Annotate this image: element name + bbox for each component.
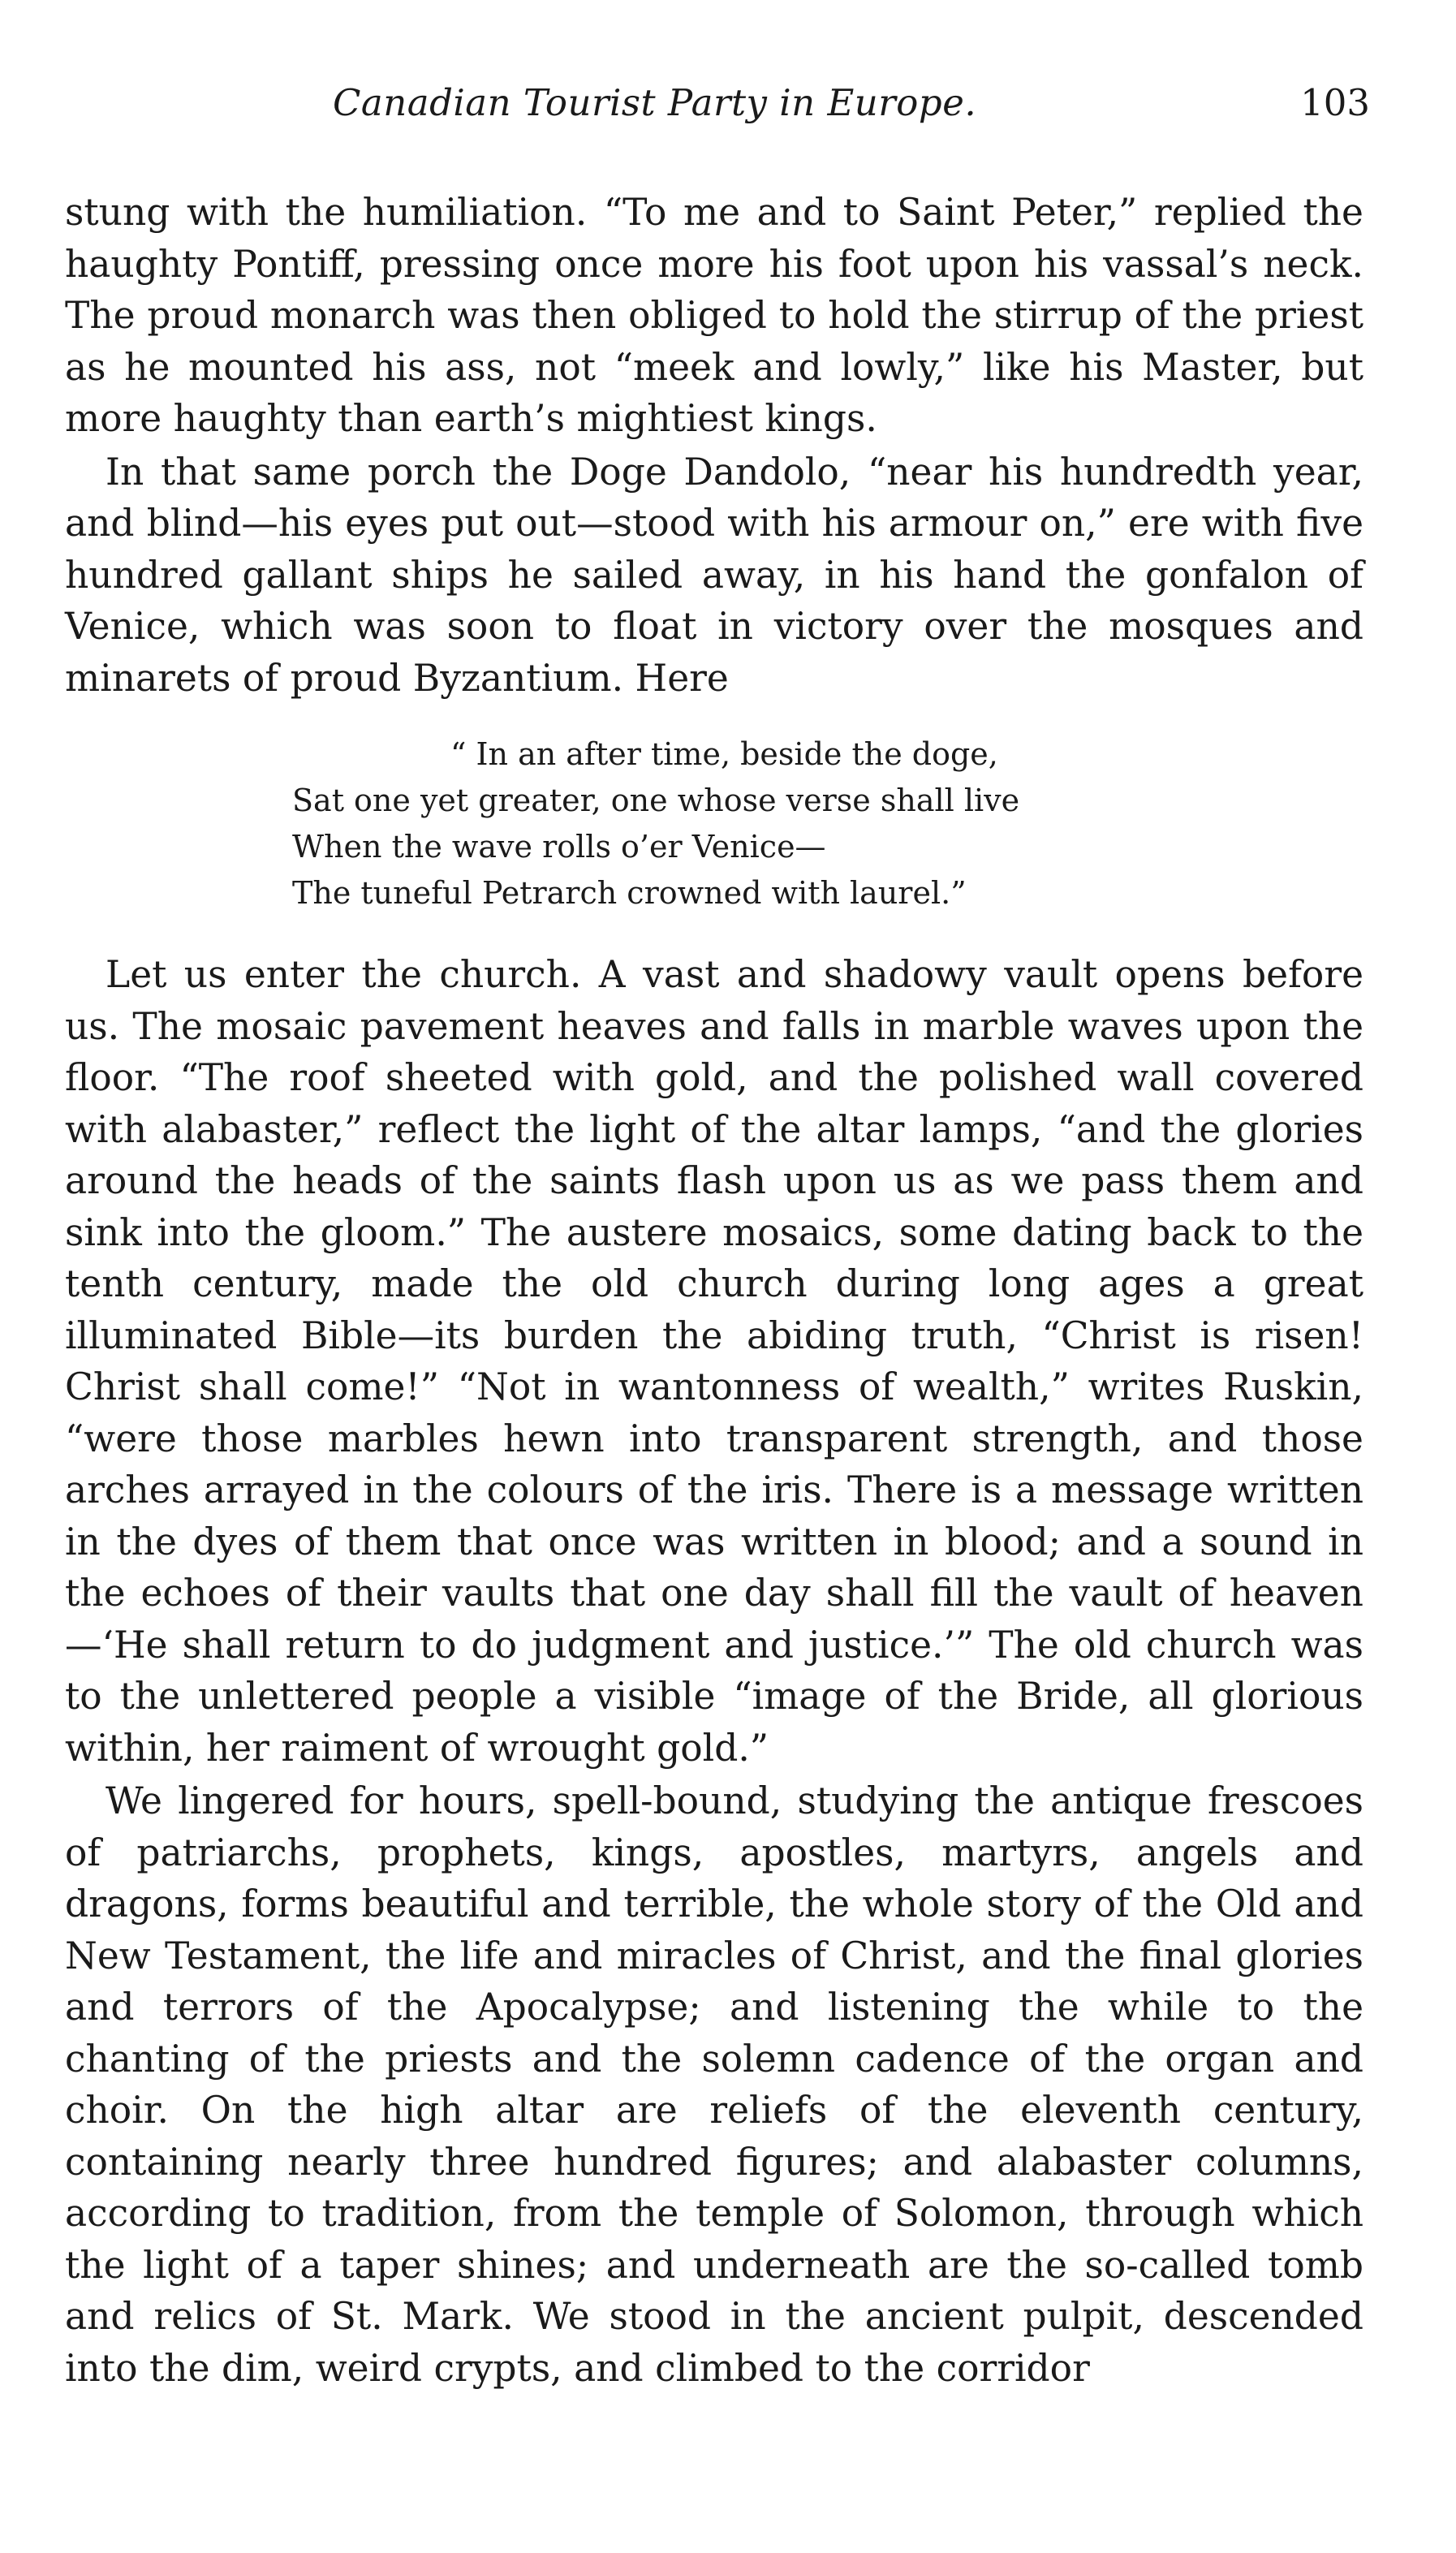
running-title: Canadian Tourist Party in Europe. xyxy=(333,81,977,124)
verse-line: When the wave rolls o’er Venice— xyxy=(292,829,826,865)
paragraph-continued: stung with the humiliation. “To me and to Saint Peter,” replied the haughty Pontiff, pressing once more his foot upon his vassal’s neck. The proud monarch was then obliged to hold the stirrup of the priest as he mounted his ass, not “meek and lowly,” like his Master, but more haughty than earth’s mightiest kings. xyxy=(65,191,1363,440)
verse-line: Sat one yet greater, one whose verse shall live xyxy=(292,783,1020,818)
verse-line: “ In an after time, beside the doge, xyxy=(450,736,998,772)
verse-line: The tuneful Petrarch crowned with laurel.” xyxy=(292,875,967,911)
page-header xyxy=(65,81,1370,146)
verse-quotation xyxy=(292,731,1363,916)
paragraph-church: Let us enter the church. A vast and shadowy vault opens before us. The mosaic pavement heaves and falls in marble waves upon the floor. “The roof sheeted with gold, and the polished wall covered with alabaster,” reflect the light of the altar lamps, “and the glories around the heads of the saints flash upon us as we pass them and sink into the gloom.” The austere mosaics, some dating back to the tenth century, made the old church during long ages a great illuminated Bible—its burden the abiding truth, “Christ is risen! Christ shall come!” “Not in wantonness of wealth,” writes Ruskin, “were those marbles hewn into transparent strength, and those arches arrayed in the colours of the iris. There is a message written in the dyes of them that once was written in blood; and a sound in the echoes of their vaults that one day shall fill the vault of heaven—‘He shall return to do judgment and justice.’” The old church was to the unlettered people a visible “image of the Bride, all glorious within, her raiment of wrought gold.” xyxy=(65,953,1363,1770)
paragraph-frescoes: We lingered for hours, spell-bound, studying the antique frescoes of patriarchs, prophets, kings, apostles, martyrs, angels and dragons, forms beautiful and terrible, the whole story of the Old and New Testament, the life and miracles of Christ, and the final glories and terrors of the Apocalypse; and listening the while to the chanting of the priests and the solemn cadence of the organ and choir. On the high altar are reliefs of the eleventh century, containing nearly three hundred figures; and alabaster columns, according to tradition, from the temple of Solomon, through which the light of a taper shines; and underneath are the so-called tomb and relics of St. Mark. We stood in the ancient pulpit, descended into the dim, weird crypts, and climbed to the corridor xyxy=(65,1779,1363,2390)
book-page xyxy=(65,81,1370,2394)
page-number: 103 xyxy=(1300,81,1370,124)
paragraph-dandolo: In that same porch the Doge Dandolo, “near his hundredth year, and blind—his eyes put out—stood with his armour on,” ere with five hundred gallant ships he sailed away, in his hand the gonfalon of Venice, which was soon to float in victory over the mosques and minarets of proud Byzantium. Here xyxy=(65,450,1363,700)
